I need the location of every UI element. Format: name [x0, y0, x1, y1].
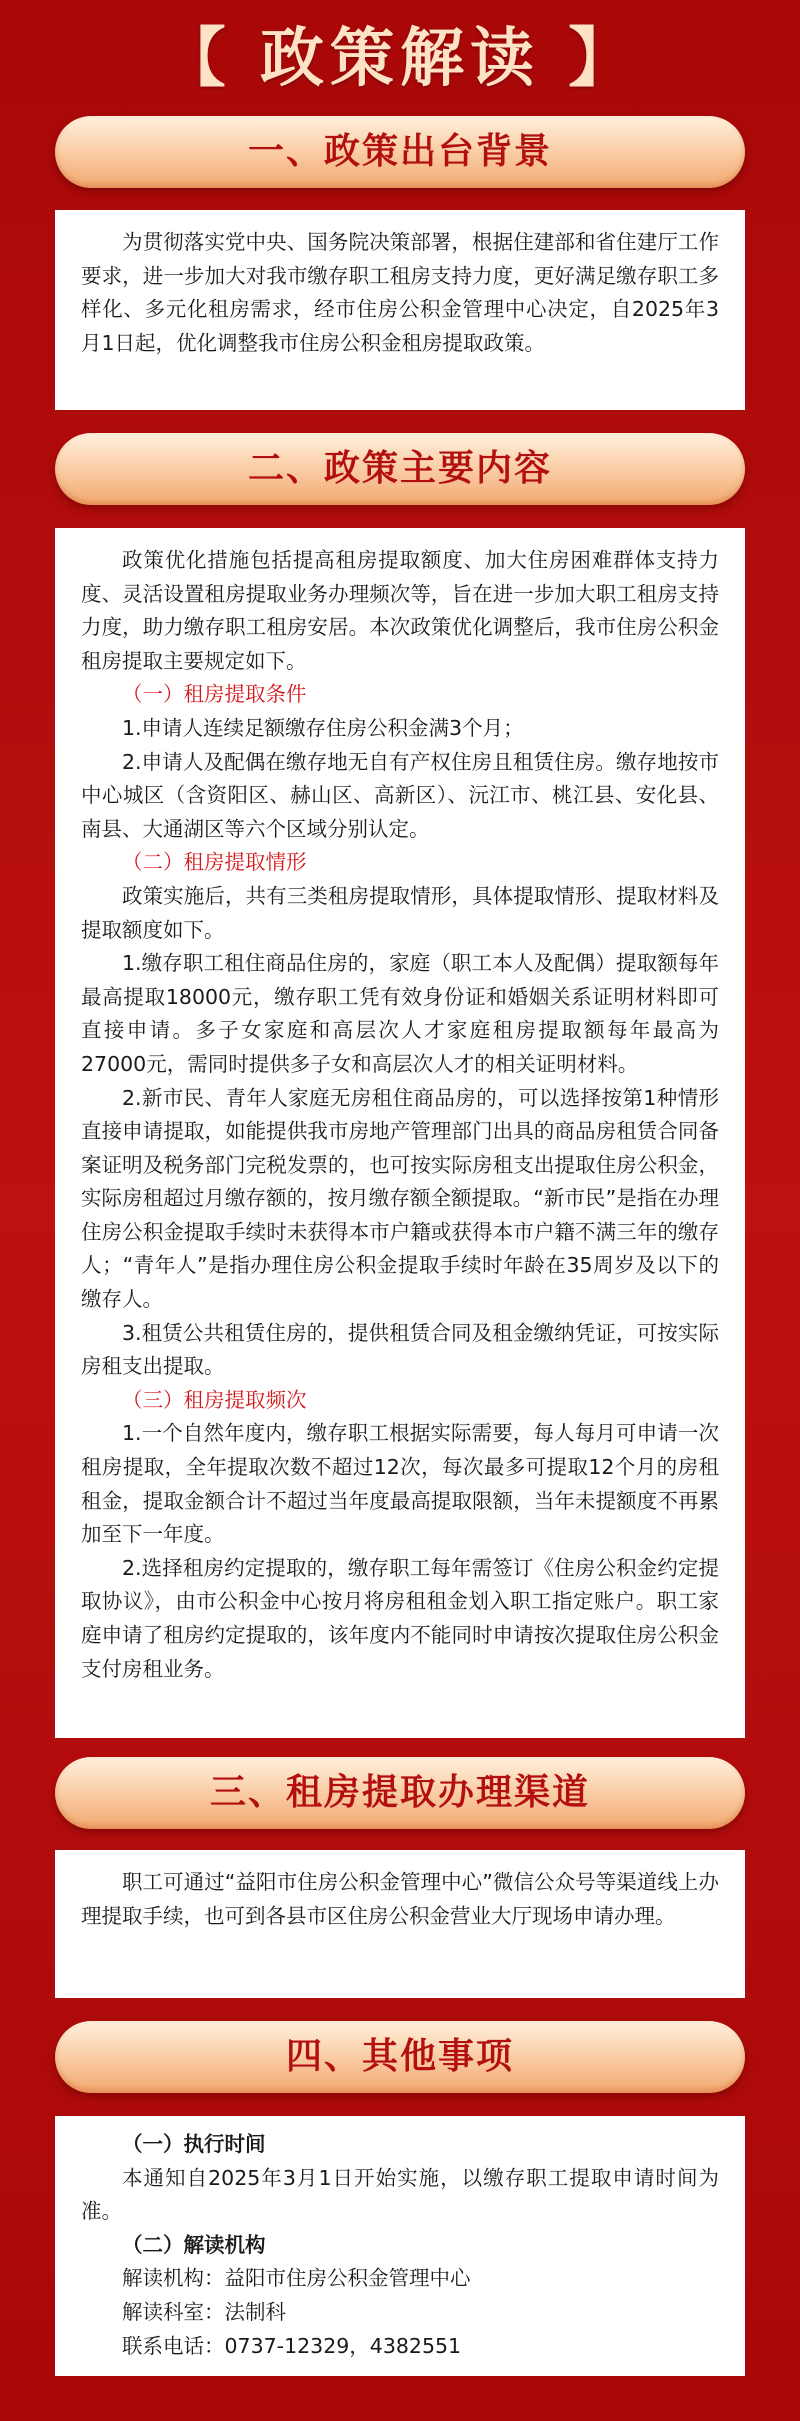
section-2-banner: 二、政策主要内容: [55, 433, 745, 505]
section-3-paragraph: 职工可通过“益阳市住房公积金管理中心”微信公众号等渠道线上办理提取手续，也可到各县市区住房公积金营业大厅现场申请办理。: [81, 1870, 719, 1928]
org-line-department: 解读科室：法制科: [122, 2299, 286, 2324]
sub-heading-conditions: （一）租房提取条件: [122, 682, 307, 707]
sub-heading-frequency: （三）租房提取频次: [122, 1387, 307, 1412]
situation-item-2: 2.新市民、青年人家庭无房租住商品房的，可以选择按第1种情形直接申请提取，如能提供我市房地产管理部门出具的商品房租赁合同备案证明及税务部门完税发票的，也可按实际房租支出提取住房公积金，实际房租超过月缴存额的，按月缴存额全额提取。“新市民”是指在办理住房公积金提取手续时未获得本市户籍或获得本市户籍不满三年的缴存人；“青年人”是指办理住房公积金提取手续时年龄在35周岁及以下的缴存人。: [81, 1085, 719, 1312]
section-3-panel: [55, 1850, 745, 1998]
frequency-item-1: 1.一个自然年度内，缴存职工根据实际需要，每人每月可申请一次租房提取，全年提取次数不超过12次，每次最多可提取12个月的房租租金，提取金额合计不超过当年度最高提取限额，当年未提额度不再累加至下一年度。: [81, 1421, 719, 1547]
sub-heading-effective-date: （一）执行时间: [122, 2132, 266, 2156]
section-4-panel: [55, 2116, 745, 2376]
sub-heading-situations: （二）租房提取情形: [122, 850, 307, 875]
condition-item-2: 2.申请人及配偶在缴存地无自有产权住房且租赁住房。缴存地按市中心城区（含资阳区、赫山区、高新区）、沅江市、桃江县、安化县、南县、大通湖区等六个区域分别认定。: [81, 749, 719, 841]
effective-date-text: 本通知自2025年3月1日开始实施，以缴存职工提取申请时间为准。: [81, 2165, 719, 2224]
section-2-panel: [55, 528, 745, 1738]
org-line-agency: 解读机构：益阳市住房公积金管理中心: [122, 2266, 471, 2291]
section-1-banner: 一、政策出台背景: [55, 116, 745, 188]
org-line-phone: 联系电话：0737-12329，4382551: [122, 2333, 462, 2358]
frequency-item-2: 2.选择租房约定提取的，缴存职工每年需签订《住房公积金约定提取协议》，由市公积金中心按月将房租租金划入职工指定账户。职工家庭申请了租房约定提取的，该年度内不能同时申请按次提取住房公积金支付房租业务。: [81, 1555, 719, 1681]
condition-item-1: 1.申请人连续足额缴存住房公积金满3个月；: [122, 715, 524, 740]
section-4-banner: 四、其他事项: [55, 2021, 745, 2093]
situation-item-3: 3.租赁公共租赁住房的，提供租赁合同及租金缴纳凭证，可按实际房租支出提取。: [81, 1320, 719, 1379]
situation-item-1: 1.缴存职工租住商品住房的，家庭（职工本人及配偶）提取额每年最高提取18000元，缴存职工凭有效身份证和婚姻关系证明材料即可直接申请。多子女家庭和高层次人才家庭租房提取额每年最高为27000元，需同时提供多子女和高层次人才的相关证明材料。: [81, 951, 719, 1076]
sub-heading-organization: （二）解读机构: [122, 2232, 266, 2257]
situations-intro: 政策实施后，共有三类租房提取情形，具体提取情形、提取材料及提取额度如下。: [81, 883, 719, 942]
section-1-panel: [55, 210, 745, 410]
section-1-paragraph: 为贯彻落实党中央、国务院决策部署，根据住建部和省住建厅工作要求，进一步加大对我市缴存职工租房支持力度，更好满足缴存职工多样化、多元化租房需求，经市住房公积金管理中心决定，自2025年3月1日起，优化调整我市住房公积金租房提取政策。: [81, 230, 719, 355]
section-2-intro: 政策优化措施包括提高租房提取额度、加大住房困难群体支持力度、灵活设置租房提取业务办理频次等，旨在进一步加大职工租房支持力度，助力缴存职工租房安居。本次政策优化调整后，我市住房公积金租房提取主要规定如下。: [81, 548, 719, 673]
page-title: 【 政策解读 】: [161, 22, 639, 96]
section-3-banner: 三、租房提取办理渠道: [55, 1757, 745, 1829]
